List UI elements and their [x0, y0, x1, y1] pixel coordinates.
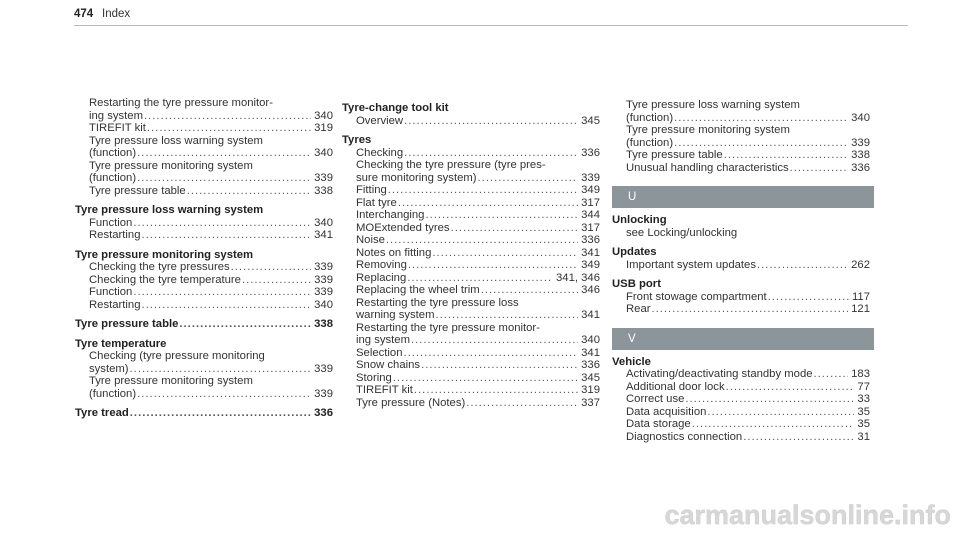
page-reference: 117 — [851, 290, 870, 303]
entry-text: TIREFIT kit — [356, 384, 413, 396]
entry-text: Unusual handling characteristics — [626, 161, 789, 174]
entry-text: Flat tyre — [356, 196, 397, 209]
dot-leader — [242, 274, 311, 287]
page-reference: 317 — [581, 221, 600, 234]
index-subentry — [612, 368, 870, 381]
entry-text: Additional door lock — [626, 380, 725, 393]
index-heading: Tyre pressure loss warning system — [75, 204, 264, 216]
page-reference: 336 — [314, 407, 333, 419]
page-reference: 345 — [581, 114, 600, 127]
dot-leader — [137, 388, 311, 401]
dot-leader — [674, 112, 848, 125]
entry-text: Overview — [356, 114, 404, 127]
dot-leader — [425, 209, 578, 222]
dot-leader — [404, 115, 578, 128]
page-reference: 319 — [581, 384, 600, 396]
index-heading: Tyre-change tool kit — [342, 102, 449, 114]
page-reference: 338 — [314, 318, 333, 330]
index-subentry — [612, 162, 870, 175]
index-subentry — [75, 185, 333, 198]
index-subentry — [342, 334, 600, 347]
entry-text: ing system — [89, 109, 143, 122]
index-subentry — [75, 299, 333, 312]
page-reference: 31 — [857, 430, 870, 443]
entry-text: (function) — [89, 147, 137, 159]
page-header — [62, 0, 908, 32]
index-subentry — [75, 172, 333, 185]
dot-leader — [179, 318, 311, 331]
entry-text: TIREFIT kit — [89, 122, 146, 134]
page-reference: 337 — [581, 396, 600, 409]
index-column-2 — [342, 95, 600, 409]
index-subentry: Tyre pressure monitoring system — [89, 375, 253, 387]
dot-leader — [144, 110, 311, 123]
page-reference: 345 — [581, 371, 600, 384]
index-subentry — [75, 286, 333, 299]
page-reference: 121 — [851, 303, 870, 315]
dot-leader — [692, 418, 855, 431]
index-subentry — [342, 272, 600, 285]
header-divider — [74, 25, 908, 26]
dot-leader — [757, 259, 848, 272]
dot-leader — [411, 334, 578, 347]
entry-text: Data storage — [626, 418, 691, 430]
index-subentry — [75, 388, 333, 401]
dot-leader — [466, 397, 578, 410]
index-subentry — [75, 363, 333, 376]
page-reference: 340 — [581, 334, 600, 346]
entry-text: (function) — [626, 111, 674, 124]
entry-text: Rear — [626, 303, 651, 315]
page-reference: 336 — [851, 161, 870, 174]
index-subentry: Restarting the tyre pressure monitor- — [89, 97, 273, 109]
page-reference: 349 — [581, 259, 600, 271]
dot-leader — [137, 147, 311, 160]
dot-leader — [481, 284, 578, 297]
index-heading: Tyres — [342, 134, 372, 146]
dot-leader — [407, 272, 553, 285]
index-subentry — [342, 359, 600, 372]
dot-leader — [435, 309, 578, 322]
index-subentry: Tyre pressure loss warning system — [89, 134, 263, 147]
page-reference: 340 — [314, 216, 333, 229]
entry-text: Checking the tyre temperature — [89, 273, 241, 286]
dot-leader — [398, 197, 578, 210]
index-subentry: see Locking/unlocking — [626, 226, 738, 239]
entry-text: Fitting — [356, 184, 387, 196]
index-subentry: Checking the tyre pressure (tyre pres- — [356, 159, 546, 171]
entry-text: Notes on fitting — [356, 246, 432, 259]
entry-text: Data acquisition — [626, 405, 707, 418]
dot-leader — [724, 149, 848, 162]
index-subentry — [612, 406, 870, 419]
dot-leader — [652, 303, 849, 316]
entry-text: Activating/deactivating standby mode — [626, 368, 813, 380]
dot-leader — [133, 217, 311, 230]
entry-text: Interchanging — [356, 209, 425, 221]
page-reference: 340 — [314, 147, 333, 159]
page-reference: 339 — [314, 387, 333, 400]
dot-leader — [393, 372, 578, 385]
index-heading: Updates — [612, 246, 657, 258]
index-subentry — [342, 397, 600, 410]
page-reference: 336 — [581, 234, 600, 246]
index-subentry — [75, 147, 333, 160]
entry-text: Noise — [356, 234, 385, 246]
dot-leader — [130, 407, 311, 420]
page-reference: 339 — [314, 362, 333, 375]
index-subentry — [342, 347, 600, 360]
entry-text: Storing — [356, 371, 392, 384]
index-subentry: Tyre pressure loss warning system — [626, 99, 800, 111]
entry-text: Replacing the wheel trim — [356, 284, 480, 296]
dot-leader — [421, 359, 578, 372]
dot-leader — [147, 122, 311, 135]
index-subentry — [75, 261, 333, 274]
index-subentry — [342, 372, 600, 385]
entry-text: Tyre pressure (Notes) — [356, 396, 466, 409]
dot-leader — [768, 291, 849, 304]
page-reference: 341 — [581, 246, 600, 259]
index-subentry — [612, 381, 870, 394]
dot-leader — [408, 259, 578, 272]
index-subentry — [612, 149, 870, 162]
dot-leader — [707, 406, 854, 419]
watermark-text: carmanualsonline.info — [664, 500, 951, 530]
entry-text: Restarting — [89, 298, 141, 311]
entry-text: Function — [89, 216, 133, 229]
index-heading — [75, 400, 333, 420]
index-subentry — [612, 303, 870, 316]
index-heading: USB port — [612, 278, 661, 290]
entry-text: warning system — [356, 309, 435, 321]
dot-leader — [743, 431, 854, 444]
dot-leader — [187, 185, 311, 198]
entry-text: Restarting — [89, 229, 141, 241]
entry-text: Replacing — [356, 271, 407, 284]
entry-text: (function) — [89, 172, 137, 184]
entry-text: Checking the tyre pressures — [89, 261, 230, 273]
index-subentry — [342, 197, 600, 210]
page-reference: 339 — [314, 261, 333, 273]
page-reference: 35 — [857, 418, 870, 430]
index-subentry — [75, 229, 333, 242]
dot-leader — [403, 347, 578, 360]
entry-text: (function) — [89, 387, 137, 400]
entry-text: MOExtended tyres — [356, 221, 450, 234]
letter-section-u: U — [612, 186, 874, 208]
entry-text: sure monitoring system) — [356, 171, 477, 184]
page-reference: 339 — [314, 172, 333, 184]
index-subentry — [75, 274, 333, 287]
index-subentry — [342, 384, 600, 397]
index-subentry: Restarting the tyre pressure monitor- — [356, 321, 540, 334]
dot-leader — [130, 363, 312, 376]
entry-text: ing system — [356, 334, 410, 346]
dot-leader — [451, 222, 579, 235]
index-subentry — [342, 147, 600, 160]
dot-leader — [142, 229, 312, 242]
entry-text: Snow chains — [356, 359, 421, 371]
entry-text: Function — [89, 286, 133, 298]
page-reference: 340 — [314, 298, 333, 311]
page-reference: 339 — [851, 136, 870, 149]
index-heading: Unlocking — [612, 214, 667, 226]
page-reference: 341 — [581, 309, 600, 321]
index-subentry — [612, 291, 870, 304]
dot-leader — [790, 162, 849, 175]
index-subentry — [342, 234, 600, 247]
page-reference: 344 — [581, 209, 600, 221]
index-subentry — [342, 222, 600, 235]
index-subentry: Tyre pressure monitoring system — [626, 124, 790, 136]
index-subentry — [75, 217, 333, 230]
dot-leader — [674, 137, 848, 150]
page-reference: 77 — [857, 380, 870, 393]
index-subentry — [75, 122, 333, 135]
index-subentry — [342, 247, 600, 260]
index-subentry — [612, 431, 870, 444]
entry-text: Front stowage compartment — [626, 290, 767, 303]
index-column-1 — [75, 97, 333, 420]
dot-leader — [685, 393, 854, 406]
page-reference: 338 — [851, 149, 870, 161]
page-reference: 262 — [851, 258, 870, 271]
entry-text: Important system updates — [626, 258, 756, 271]
index-subentry — [342, 209, 600, 222]
dot-leader — [231, 261, 311, 274]
index-heading — [75, 311, 333, 331]
dot-leader — [404, 147, 578, 160]
dot-leader — [388, 184, 578, 197]
index-subentry — [342, 184, 600, 197]
entry-text: Checking — [356, 146, 404, 159]
page-reference: 341 — [314, 229, 333, 241]
index-subentry — [342, 284, 600, 297]
index-subentry: Checking (tyre pressure monitoring — [89, 350, 265, 362]
entry-text: Correct use — [626, 393, 685, 405]
dot-leader — [137, 172, 311, 185]
page-reference: 336 — [581, 359, 600, 371]
index-heading: Tyre pressure monitoring system — [75, 248, 254, 261]
entry-text: Diagnostics connection — [626, 430, 743, 443]
index-subentry: Restarting the tyre pressure loss — [356, 296, 519, 309]
page-number: 474 — [74, 8, 94, 20]
section-title: Index — [102, 8, 131, 20]
page-reference: 33 — [857, 393, 870, 405]
index-subentry — [612, 259, 870, 272]
index-subentry — [342, 115, 600, 128]
index-subentry — [342, 259, 600, 272]
dot-leader — [386, 234, 578, 247]
dot-leader — [814, 368, 849, 381]
page-reference: 340 — [851, 111, 870, 124]
page-reference: 35 — [857, 405, 870, 418]
index-subentry — [612, 393, 870, 406]
page-reference: 339 — [314, 273, 333, 286]
entry-text: Tyre tread — [75, 407, 129, 419]
page-reference: 319 — [314, 122, 333, 134]
index-subentry: Tyre pressure monitoring system — [89, 159, 253, 172]
index-heading: Vehicle — [612, 355, 651, 368]
dot-leader — [432, 247, 578, 260]
index-subentry — [612, 137, 870, 150]
page-reference: 336 — [581, 146, 600, 159]
page-reference: 339 — [314, 286, 333, 298]
letter-section-v: V — [612, 328, 874, 350]
page-reference: 339 — [581, 171, 600, 184]
page-reference: 346 — [581, 284, 600, 296]
entry-text: (function) — [626, 136, 674, 149]
index-subentry — [612, 418, 870, 431]
entry-text: Selection — [356, 346, 403, 359]
dot-leader — [726, 381, 855, 394]
index-subentry — [75, 110, 333, 123]
dot-leader — [414, 384, 578, 397]
page-reference: 349 — [581, 184, 600, 196]
entry-text: Tyre pressure table — [626, 149, 723, 161]
dot-leader — [478, 172, 579, 185]
entry-text: Removing — [356, 259, 407, 271]
page-reference: 341 — [581, 346, 600, 359]
page-reference: 183 — [851, 368, 870, 380]
page-reference: 341, 346 — [556, 271, 600, 284]
dot-leader — [133, 286, 311, 299]
entry-text: system) — [89, 362, 129, 375]
page-reference: 338 — [314, 184, 333, 197]
index-subentry — [342, 309, 600, 322]
index-subentry — [342, 172, 600, 185]
dot-leader — [142, 299, 312, 312]
entry-text: Tyre pressure table — [75, 318, 179, 330]
index-heading: Tyre temperature — [75, 337, 167, 350]
index-subentry — [612, 112, 870, 125]
entry-text: Tyre pressure table — [89, 184, 186, 197]
page-reference: 340 — [314, 109, 333, 122]
page-reference: 317 — [581, 196, 600, 209]
index-column-3 — [612, 99, 870, 443]
